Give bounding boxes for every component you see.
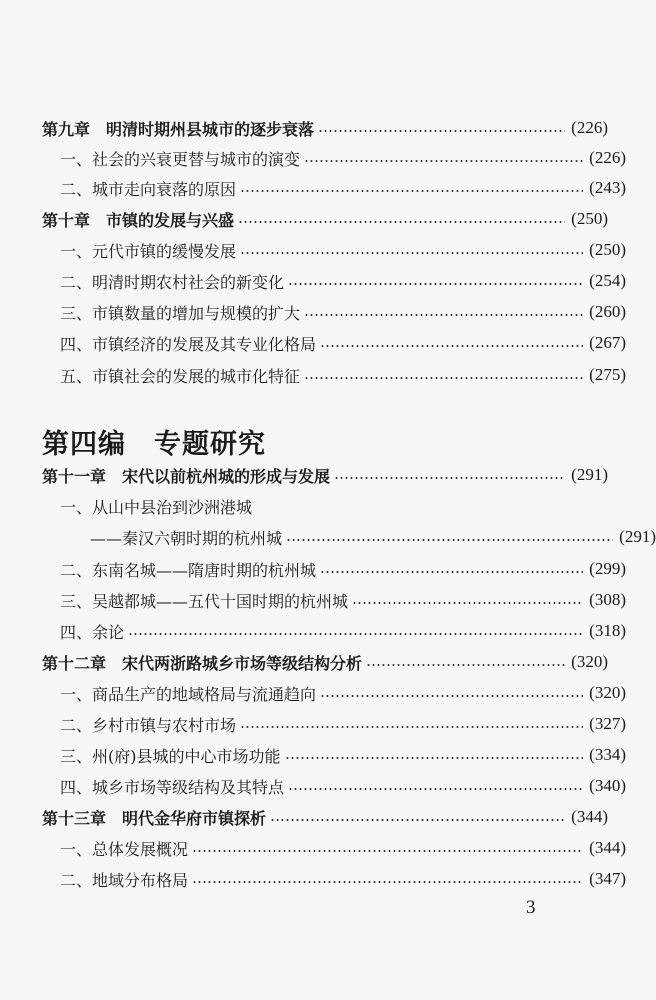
dot-leader <box>304 314 583 316</box>
section-title: 二、城市走向衰落的原因 <box>60 179 237 199</box>
dot-leader <box>240 190 583 192</box>
toc-chapter-9 <box>0 115 608 141</box>
toc-section <box>0 773 626 799</box>
page-number: (226) <box>589 148 626 167</box>
page-number: (291) <box>619 527 656 546</box>
dot-leader <box>320 345 583 347</box>
section-title: 二、东南名城——隋唐时期的杭州城 <box>60 560 317 580</box>
toc-chapter-13 <box>0 804 608 830</box>
section-title: 三、吴越都城——五代十国时期的杭州城 <box>60 591 349 611</box>
dot-leader <box>192 881 583 883</box>
chapter-title: 第十三章 明代金华府市镇探析 <box>42 808 267 828</box>
chapter-title: 第九章 明清时期州县城市的逐步衰落 <box>42 119 315 139</box>
section-title: 一、商品生产的地域格局与流通趋向 <box>60 684 317 704</box>
chapter-title: 第十二章 宋代两浙路城乡市场等级结构分析 <box>42 653 363 673</box>
page-number: (320) <box>589 683 626 702</box>
dot-leader <box>240 726 583 728</box>
section-title: 四、市镇经济的发展及其专业化格局 <box>60 334 317 354</box>
page-number: (347) <box>589 869 626 888</box>
toc-chapter-12 <box>0 649 608 675</box>
dot-leader <box>285 757 584 759</box>
page-number: (226) <box>571 118 608 137</box>
toc-chapter-11 <box>0 462 608 488</box>
page-number: (291) <box>571 465 608 484</box>
chapter-title: 第十章 市镇的发展与兴盛 <box>42 210 235 230</box>
dot-leader <box>304 377 583 379</box>
page-number: (243) <box>589 178 626 197</box>
dot-leader <box>366 664 565 666</box>
page-number: (275) <box>589 365 626 384</box>
folio-page-number: 3 <box>526 897 536 918</box>
toc-section <box>0 742 626 768</box>
section-title: 二、乡村市镇与农村市场 <box>60 715 237 735</box>
toc-section <box>0 299 626 325</box>
page-number: (308) <box>589 590 626 609</box>
dot-leader <box>192 850 583 852</box>
section-title: 三、州(府)县城的中心市场功能 <box>60 746 281 766</box>
page-number: (344) <box>589 838 626 857</box>
page-number: (340) <box>589 776 626 795</box>
page-number: (299) <box>589 559 626 578</box>
section-subtitle: ——秦汉六朝时期的杭州城 <box>90 528 283 548</box>
toc-section <box>0 493 626 519</box>
dot-leader <box>352 602 583 604</box>
dot-leader <box>288 788 583 790</box>
dot-leader <box>128 633 583 635</box>
toc-section-continued <box>0 524 656 550</box>
dot-leader <box>318 130 565 132</box>
chapter-title: 第十一章 宋代以前杭州城的形成与发展 <box>42 466 331 486</box>
page-number: (320) <box>571 652 608 671</box>
dot-leader <box>238 221 565 223</box>
toc-section <box>0 618 626 644</box>
section-title: 一、总体发展概况 <box>60 839 189 859</box>
section-title: 四、余论 <box>60 622 125 642</box>
section-title: 二、明清时期农村社会的新变化 <box>60 272 285 292</box>
part-title: 第四编 专题研究 <box>42 429 266 460</box>
page-number: (250) <box>571 209 608 228</box>
page-number: (318) <box>589 621 626 640</box>
dot-leader <box>320 695 583 697</box>
section-title: 一、元代市镇的缓慢发展 <box>60 241 237 261</box>
page-number: (344) <box>571 807 608 826</box>
toc-section <box>0 680 626 706</box>
dot-leader <box>334 477 565 479</box>
dot-leader <box>320 571 583 573</box>
page-number: (327) <box>589 714 626 733</box>
page-number: (254) <box>589 271 626 290</box>
toc-section <box>0 237 626 263</box>
section-title: 一、社会的兴衰更替与城市的演变 <box>60 149 301 169</box>
dot-leader <box>240 252 583 254</box>
toc-section <box>0 711 626 737</box>
toc-section <box>0 362 626 388</box>
section-title: 二、地域分布格局 <box>60 870 189 890</box>
dot-leader <box>288 283 583 285</box>
page-number: (250) <box>589 240 626 259</box>
page-number: (334) <box>589 745 626 764</box>
toc-section <box>0 866 626 892</box>
toc-section <box>0 556 626 582</box>
dot-leader <box>286 539 613 541</box>
toc-section <box>0 145 626 171</box>
section-title: 四、城乡市场等级结构及其特点 <box>60 777 285 797</box>
page-number: (260) <box>589 302 626 321</box>
section-title: 一、从山中县治到沙洲港城 <box>60 497 253 517</box>
page-number: (267) <box>589 333 626 352</box>
toc-section <box>0 330 626 356</box>
dot-leader <box>270 819 565 821</box>
toc-section <box>0 587 626 613</box>
toc-section <box>0 175 626 201</box>
toc-section <box>0 268 626 294</box>
toc-section <box>0 835 626 861</box>
dot-leader <box>304 160 583 162</box>
section-title: 三、市镇数量的增加与规模的扩大 <box>60 303 301 323</box>
toc-chapter-10 <box>0 206 608 232</box>
section-title: 五、市镇社会的发展的城市化特征 <box>60 366 301 386</box>
